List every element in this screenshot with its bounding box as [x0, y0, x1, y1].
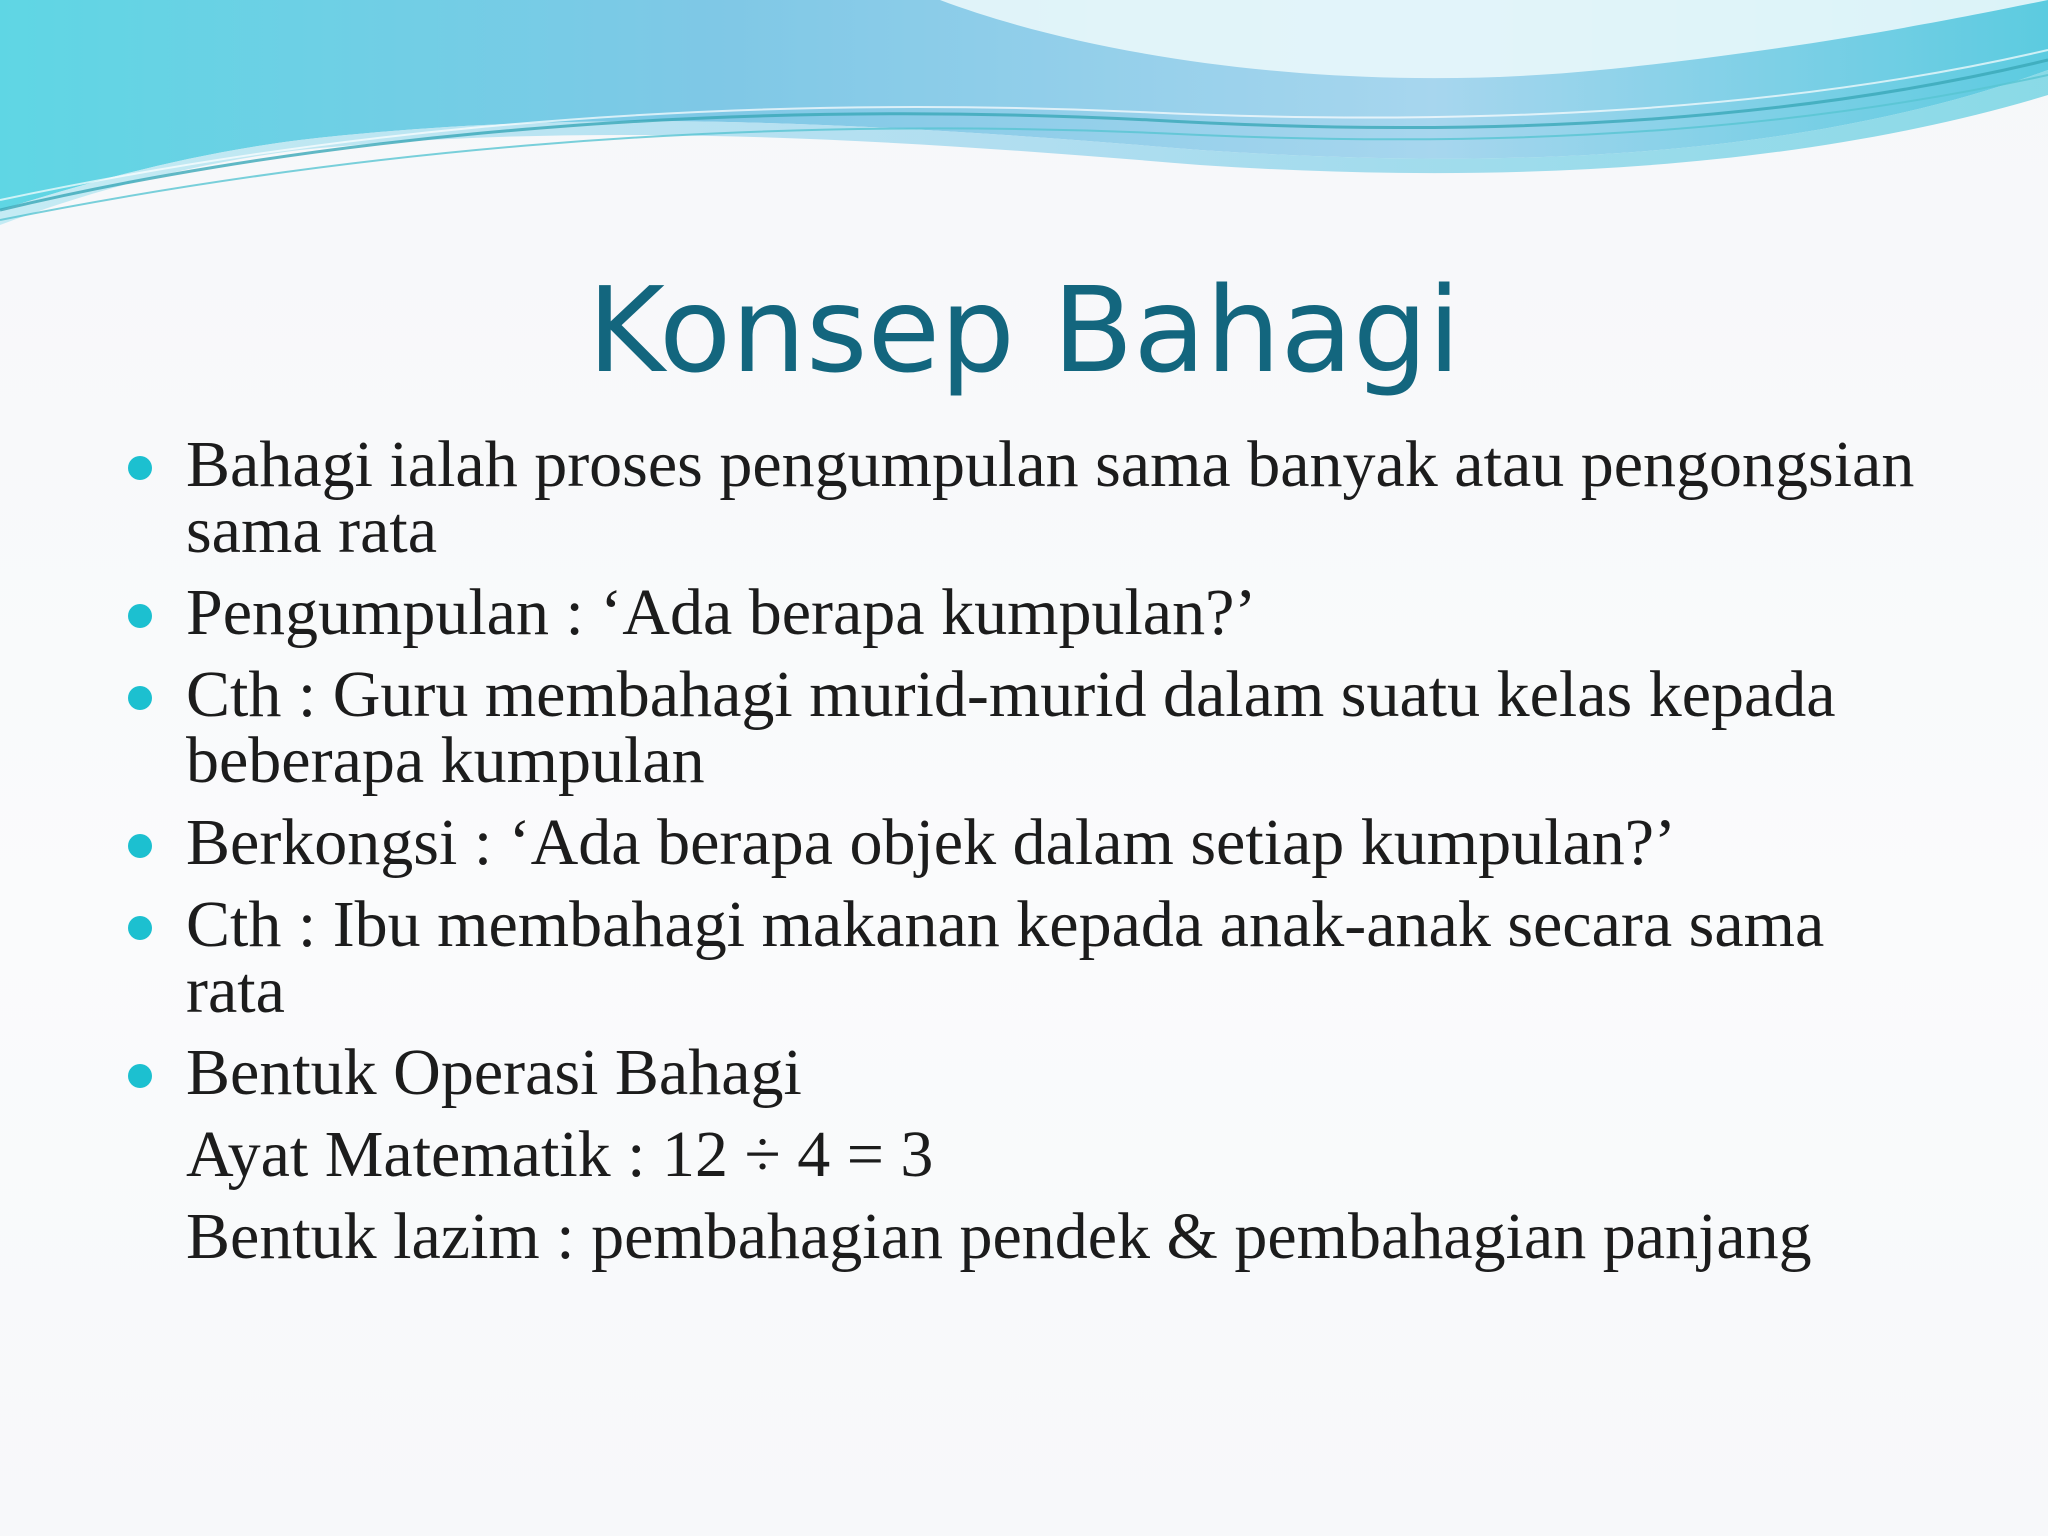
bullet-text: Bentuk Operasi Bahagi: [186, 1036, 802, 1109]
sub-line-math-sentence: Ayat Matematik : 12 ÷ 4 = 3: [186, 1118, 934, 1191]
slide-title: Konsep Bahagi: [587, 261, 1461, 399]
bullet-text: Cth : Ibu membahagi makanan kepada anak-anak secara sama rata: [186, 888, 1825, 1027]
bullet-text: Cth : Guru membahagi murid-murid dalam suatu kelas kepada beberapa kumpulan: [186, 658, 1836, 797]
bullet-dot-icon: [128, 1064, 152, 1088]
bullet-item: [128, 888, 1928, 1027]
bullet-text: Pengumpulan : ‘Ada berapa kumpulan?’: [186, 576, 1257, 649]
bullet-dot-icon: [128, 686, 152, 710]
bullet-item: [128, 576, 1928, 649]
bullet-item: [128, 806, 1928, 879]
bullet-item: [128, 658, 1928, 797]
sub-line-standard-form: Bentuk lazim : pembahagian pendek & pembahagian panjang: [186, 1200, 1812, 1273]
wave-header-decoration: [0, 0, 2048, 240]
bullet-item: [128, 1036, 1928, 1109]
bullet-text: Berkongsi : ‘Ada berapa objek dalam setiap kumpulan?’: [186, 806, 1677, 879]
bullet-dot-icon: [128, 456, 152, 480]
bullet-dot-icon: [128, 604, 152, 628]
bullet-list: [128, 428, 1928, 1286]
bullet-text: Bahagi ialah proses pengumpulan sama banyak atau pengongsian sama rata: [186, 428, 1915, 567]
bullet-dot-icon: [128, 916, 152, 940]
bullet-item: [128, 428, 1928, 567]
bullet-dot-icon: [128, 834, 152, 858]
